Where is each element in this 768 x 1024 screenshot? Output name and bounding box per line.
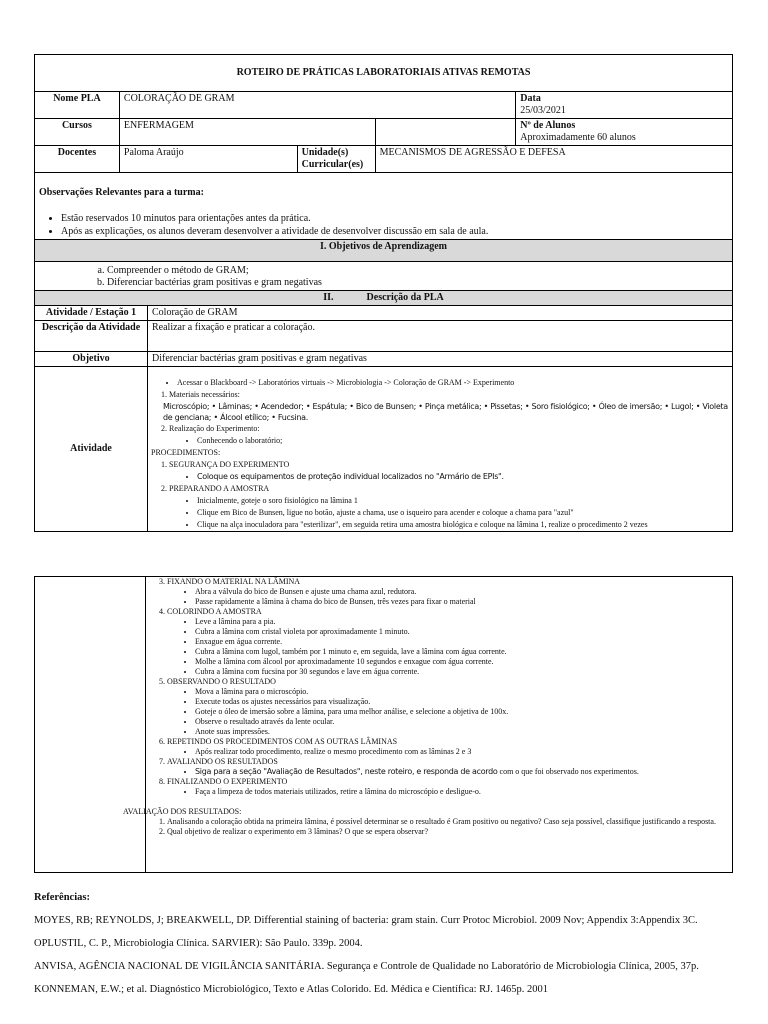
procedimento-7-title: AVALIANDO OS RESULTADOS <box>167 757 278 766</box>
realizacao-label: 2. Realização do Experimento: <box>169 423 729 435</box>
descricao-pla-title: Descrição da PLA <box>366 292 444 303</box>
unidade-label: Unidade(s) Curricular(es) <box>297 146 375 173</box>
procedimento-5-item: • Goteje o óleo de imersão sobre a lâmina, para uma melhor análise, e selecione a objetiva de 100x. <box>195 707 729 717</box>
procedimento-5-item: • Anote suas impressões. <box>195 727 729 737</box>
procedimento-7-item <box>195 767 729 777</box>
procedimentos-list <box>151 459 729 531</box>
realizacao-item: • Conhecendo o laboratório; <box>197 435 729 447</box>
procedimento-4-item: • Cubra a lâmina com cristal violeta por aproximadamente 1 minuto. <box>195 627 729 637</box>
data-label: Data <box>520 93 541 104</box>
objetivos-cell <box>35 262 733 291</box>
procedimentos-label: PROCEDIMENTOS: <box>151 448 221 457</box>
avaliacao-item: 1. Analisando a coloração obtida na primeira lâmina, é possível determinar se o resultado é Gram positivo ou negativo? Caso seja possível, classifique justificando a resposta. <box>167 817 729 827</box>
procedimento-4-item: • Cubra a lâmina com lugol, também por 1 minuto e, em seguida, lave a lâmina com água corrente. <box>195 647 729 657</box>
procedimento-4-item: • Leve a lâmina para a pia. <box>195 617 729 627</box>
objetivo-row <box>35 352 733 367</box>
procedimento-6-item: • Após realizar todo procedimento, realize o mesmo procedimento com as lâminas 2 e 3 <box>195 747 729 757</box>
docentes-value: Paloma Araújo <box>119 146 297 173</box>
procedimento-5-item: • Execute todas os ajustes necessários para visualização. <box>195 697 729 707</box>
procedimento-6-title: REPETINDO OS PROCEDIMENTOS COM AS OUTRAS LÂMINAS <box>167 737 398 746</box>
references-section <box>34 892 734 1007</box>
document-title: ROTEIRO DE PRÁTICAS LABORATORIAIS ATIVAS REMOTAS <box>35 55 733 92</box>
procedimento-4-item: • Enxague em água corrente. <box>195 637 729 647</box>
procedimento-5-item: • Observe o resultado através da lente ocular. <box>195 717 729 727</box>
procedimento-2-item: • Clique na alça inoculadora para "esterilizar", em seguida retira uma amostra biológica e coloque na lâmina 1, realize o procedimento 2 vezes <box>197 519 729 531</box>
procedimento-8-item: • Faça a limpeza de todos materiais utilizados, retire a lâmina do microscópio e desligue-o. <box>195 787 729 797</box>
cursos-label: Cursos <box>35 119 120 146</box>
procedimento-3-item: • Abra a válvula do bico de Bunsen e ajuste uma chama azul, redutora. <box>195 587 729 597</box>
cursos-value: ENFERMAGEM <box>119 119 375 146</box>
atividade-estacao-label: Atividade / Estação 1 <box>35 306 148 320</box>
procedimento-4-item: • Cubra a lâmina com fucsina por 30 segundos e lave em água corrente. <box>195 667 729 677</box>
procedimento-2-item: • Clique em Bico de Bunsen, ligue no botão, ajuste a chama, use o isqueiro para acender e coloque a chama para "azul" <box>197 507 729 519</box>
observacoes-list <box>39 213 728 238</box>
procedimento-5 <box>167 677 729 737</box>
objetivo-label: Objetivo <box>35 352 148 366</box>
procedures-continuation-table <box>34 576 733 873</box>
procedimento-6 <box>167 737 729 757</box>
materiais-items: Microscópio; • Lâminas; • Acendedor; • Espátula; • Bico de Bunsen; • Pinça metálica; • Pissetas; • Soro fisiológico; • Óleo de imersão; • Lugol; • Violeta de genciana; • Álcool etílico; • Fucsina. <box>163 402 728 422</box>
realizacao-sublist <box>151 435 729 447</box>
avaliacao-list <box>149 817 729 837</box>
atividade-row <box>35 367 733 532</box>
reference-item: KONNEMAN, E.W.; et al. Diagnóstico Microbiológico, Texto e Atlas Colorido. Ed. Médica e Científica: RJ. 1465p. 2001 <box>34 984 548 995</box>
procedimento-5-item: • Mova a lâmina para o microscópio. <box>195 687 729 697</box>
procedimento-2-title: PREPARANDO A AMOSTRA <box>169 484 270 493</box>
procedimento-7-item-b: com o que foi observado nos experimentos. <box>499 767 639 776</box>
reference-item: MOYES, RB; REYNOLDS, J; BREAKWELL, DP. Differential staining of bacteria: gram stain. Curr Protoc Microbiol. 2009 Nov; Appendix 3:Appendix 3C. <box>34 915 698 926</box>
avaliacao-item: 2. Qual objetivo de realizar o experimento em 3 lâminas? O que se espera observar? <box>167 827 729 837</box>
procedimentos-list-cont <box>149 577 729 797</box>
realizacao-list <box>151 423 729 435</box>
descricao-atividade-value: Realizar a fixação e praticar a coloração. <box>152 322 315 333</box>
alunos-label: Nº de Alunos <box>520 120 576 131</box>
observacoes-title: Observações Relevantes para a turma: <box>39 187 204 198</box>
procedimento-3-title: FIXANDO O MATERIAL NA LÂMINA <box>167 577 301 586</box>
objetivos-heading: I. Objetivos de Aprendizagem <box>35 240 733 262</box>
data-value: 25/03/2021 <box>520 105 566 116</box>
procedimento-3 <box>167 577 729 607</box>
procedimento-5-title: OBSERVANDO O RESULTADO <box>167 677 276 686</box>
cursos-empty-cell <box>375 119 516 146</box>
reference-item: OPLUSTIL, C. P., Microbiologia Clínica. SARVIER): São Paulo. 339p. 2004. <box>34 938 363 949</box>
atividade-estacao-value: Coloração de GRAM <box>152 307 238 318</box>
procedimento-8-title: FINALIZANDO O EXPERIMENTO <box>167 777 288 786</box>
procedimento-3-item: • Passe rapidamente a lâmina à chama do bico de Bunsen, três vezes para fixar o material <box>195 597 729 607</box>
procedimento-2-item: • Inicialmente, goteje o soro fisiológico na lâmina 1 <box>197 495 729 507</box>
descricao-pla-heading <box>35 291 733 306</box>
materiais-list <box>151 389 729 401</box>
objetivos-list <box>39 265 728 289</box>
alunos-cell <box>516 119 733 146</box>
procedimento-1-item: • Coloque os equipamentos de proteção individual localizados no "Armário de EPIs". <box>197 471 729 483</box>
procedimento-4-title: COLORINDO A AMOSTRA <box>167 607 262 616</box>
objetivo-value: Diferenciar bactérias gram positivas e gram negativas <box>152 353 367 364</box>
procedimento-7-item-a: Siga para a seção "Avaliação de Resultados", neste roteiro, e responda de acordo <box>195 767 498 776</box>
blackboard-bullet-list <box>151 377 729 389</box>
procedimento-4-item: • Molhe a lâmina com álcool por aproximadamente 10 segundos e enxague com água corrente. <box>195 657 729 667</box>
continuation-content <box>123 577 733 873</box>
procedimento-4 <box>167 607 729 677</box>
procedimento-7 <box>167 757 729 777</box>
descricao-atividade-row <box>35 321 733 352</box>
data-cell <box>516 92 733 119</box>
unidade-value: MECANISMOS DE AGRESSÃO E DEFESA <box>375 146 732 173</box>
objetivo-item: a. Compreender o método de GRAM; <box>107 265 728 277</box>
atividade-content <box>148 367 733 531</box>
atividade-label: Atividade <box>35 367 148 531</box>
procedimento-1-title: SEGURANÇA DO EXPERIMENTO <box>169 460 290 469</box>
descricao-atividade-label: Descrição da Atividade <box>35 321 148 351</box>
descricao-pla-num: II. <box>323 292 334 303</box>
avaliacao-label: AVALIAÇÃO DOS RESULTADOS: <box>123 807 242 816</box>
references-title: Referências: <box>34 892 90 903</box>
procedimento-2 <box>169 483 729 531</box>
objetivo-item: b. Diferenciar bactérias gram positivas e gram negativas <box>107 277 728 289</box>
nome-pla-label: Nome PLA <box>35 92 120 119</box>
alunos-value: Aproximadamente 60 alunos <box>520 132 636 143</box>
docentes-label: Docentes <box>35 146 120 173</box>
procedimento-1 <box>169 459 729 483</box>
observacao-item: • Estão reservados 10 minutos para orientações antes da prática. <box>61 213 728 225</box>
procedimento-8 <box>167 777 729 797</box>
reference-item: ANVISA, AGÊNCIA NACIONAL DE VIGILÂNCIA SANITÁRIA. Segurança e Controle de Qualidade no Laboratório de Microbiologia Clínica, 2005, 37p. <box>34 961 699 972</box>
blackboard-path: • Acessar o Blackboard -> Laboratórios virtuais -> Microbiologia -> Coloração de GRAM -> Experimento <box>177 377 729 389</box>
nome-pla-value: COLORAÇÃO DE GRAM <box>119 92 515 119</box>
continuation-left-cell <box>35 577 146 873</box>
pla-main-table <box>34 54 733 532</box>
materiais-label: 1. Materiais necessários: <box>169 389 729 401</box>
atividade-estacao-row <box>35 306 733 321</box>
observacao-item: • Após as explicações, os alunos deveram desenvolver a atividade de desenvolver discussão em sala de aula. <box>61 226 728 238</box>
observacoes-cell <box>35 173 733 240</box>
